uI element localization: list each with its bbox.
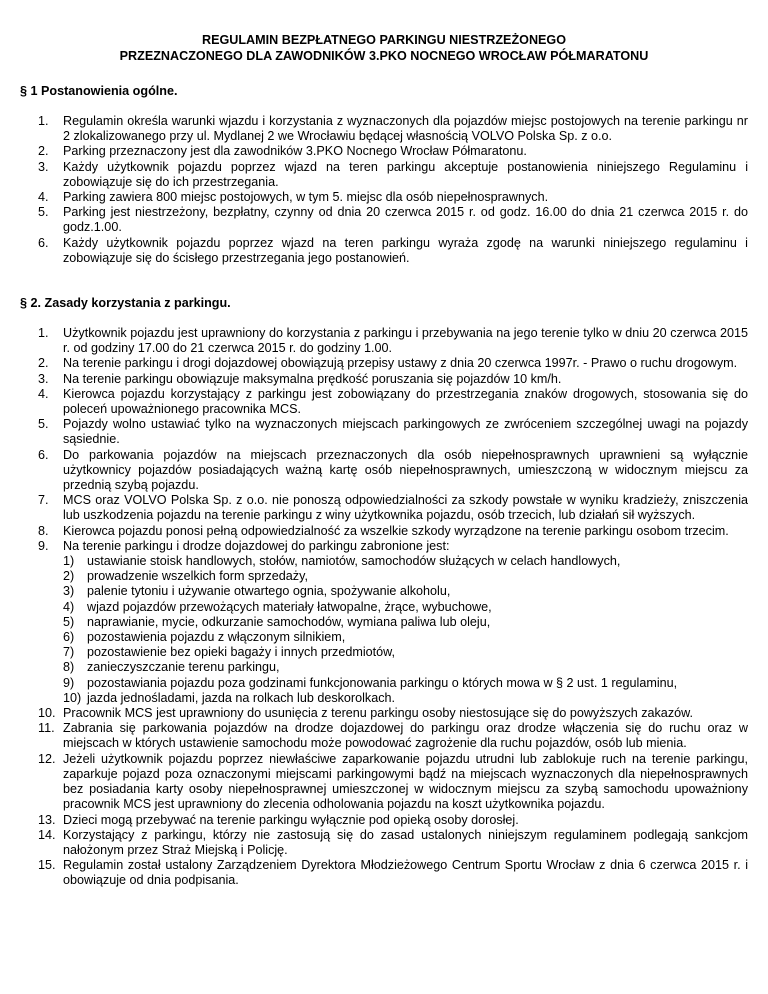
item-number: 4.	[38, 386, 49, 401]
item-text: Parking przeznaczony jest dla zawodników 3.PKO Nocnego Wrocław Półmaratonu.	[63, 144, 527, 159]
list-item	[20, 356, 748, 371]
item-number: 1.	[38, 114, 49, 128]
item-text: Parking jest niestrzeżony, bezpłatny, czynny od dnia 20 czerwca 2015 r. od godz. 16.00 do dnia 21 czerwca 2015 r. do godz.1.00.	[63, 205, 748, 235]
item-text: Na terenie parkingu i drogi dojazdowej obowiązują przepisy ustawy z dnia 20 czerwca 1997r. - Prawo o ruchu drogowym.	[63, 356, 738, 371]
sub-item-text: naprawianie, mycie, odkurzanie samochodów, wymiana paliwa lub oleju,	[87, 614, 491, 629]
list-item	[20, 752, 748, 813]
sub-list-item	[63, 569, 748, 584]
item-text: Każdy użytkownik pojazdu poprzez wjazd na teren parkingu akceptuje postanowienia niniejszego Regulaminu i zobowiązuje się do ich przestrzegania.	[63, 159, 748, 189]
sub-item-number: 2)	[63, 569, 75, 584]
item-text: Regulamin określa warunki wjazdu i korzystania z wyznaczonych dla pojazdów miejsc postojowych na terenie parkingu nr 2 zlokalizowanego przy ul. Mydlanej 2 we Wrocławiu będącej własnością VOLVO Polska Sp. z o.o.	[63, 114, 748, 144]
item-text: Korzystający z parkingu, którzy nie zastosują się do zasad ustalonych niniejszym regulaminem podlegają sankcjom nałożonym przez Straż Miejską i Policję.	[63, 827, 748, 857]
sub-item-number: 5)	[63, 614, 75, 629]
sub-item-text: ustawianie stoisk handlowych, stołów, namiotów, samochodów służących w celach handlowych,	[87, 554, 621, 569]
list-item	[20, 493, 748, 523]
item-number: 9.	[38, 538, 49, 553]
item-text: Regulamin został ustalony Zarządzeniem Dyrektora Młodzieżowego Centrum Sportu Wrocław z dnia 6 czerwca 2015 r. i obowiązuje od dnia podpisania.	[63, 858, 748, 888]
item-text: Do parkowania pojazdów na miejscach przeznaczonych dla osób niepełnosprawnych uprawnieni są wyłącznie użytkownicy pojazdów posiadających ważną kartę osób niepełnosprawnych, umieszczoną w widocznym miejscu za przednią szybą pojazdu.	[63, 447, 748, 493]
sub-list-item	[63, 660, 748, 675]
sub-list-item	[63, 600, 748, 615]
sub-item-number: 4)	[63, 599, 75, 614]
list-item	[20, 326, 748, 356]
item-number: 7.	[38, 493, 49, 508]
item-text: Dzieci mogą przebywać na terenie parkingu wyłącznie pod opieką osoby dorosłej.	[63, 812, 519, 827]
item-number: 6.	[38, 447, 49, 462]
list-item	[20, 205, 748, 235]
list-item	[20, 858, 748, 888]
sub-item-number: 6)	[63, 630, 75, 645]
item-text: Jeżeli użytkownik pojazdu poprzez niewłaściwe zaparkowanie pojazdu utrudni lub zablokuje ruch na terenie parkingu, zaparkuje pojazd poza oznaczonymi miejscami parkingowymi bądź na miejscach wyznaczonych dla niepełnosprawnych bez posiadania karty osoby niepełnosprawnej umieszczonej w widocznym miejscu za szybą samochodu upoważniony pracownik MCS jest uprawniony do zlecenia odholowania pojazdu na koszt użytkownika pojazdu.	[63, 751, 748, 812]
title-line-2: PRZEZNACZONEGO DLA ZAWODNIKÓW 3.PKO NOCNEGO WROCŁAW PÓŁMARATONU	[119, 49, 649, 63]
item-number: 8.	[38, 523, 49, 538]
item-number: 5.	[38, 417, 49, 432]
sub-list-item	[63, 630, 748, 645]
list-item	[20, 160, 748, 190]
item-number: 14.	[38, 827, 56, 842]
sub-item-number: 1)	[63, 554, 75, 569]
sub-item-text: pozostawienie bez opieki bagaży i innych przedmiotów,	[87, 645, 396, 660]
sub-list-item	[63, 691, 748, 706]
section-1-heading: § 1 Postanowienia ogólne.	[20, 84, 178, 98]
item-text: Kierowca pojazdu korzystający z parkingu jest zobowiązany do przestrzegania znaków drogowych, stosowania się do poleceń upoważnionego pracownika MCS.	[63, 386, 748, 417]
item-text: MCS oraz VOLVO Polska Sp. z o.o. nie ponoszą odpowiedzialności za szkody powstałe w wyniku kradzieży, zniszczenia lub uszkodzenia pojazdu na terenie parkingu z winy użytkownika pojazdu, osób trzecich, lub działań sił wyższych.	[63, 493, 748, 523]
item-text: Zabrania się parkowania pojazdów na drodze dojazdowej do parkingu oraz drodze włączenia się do ruchu oraz w miejscach w których ustawienie samochodu może powodować zagrożenie dla ruchu pojazdów, osób lub mienia.	[63, 721, 748, 751]
item-text: Pojazdy wolno ustawiać tylko na wyznaczonych miejscach parkingowych ze zwróceniem szczególnej uwagi na pojazdy sąsiednie.	[63, 417, 748, 447]
item-number: 2.	[38, 144, 49, 159]
item-number: 3.	[38, 159, 49, 174]
sub-list-item	[63, 676, 748, 691]
sub-item-number: 7)	[63, 645, 75, 660]
item-text: Na terenie parkingu obowiązuje maksymalna prędkość poruszania się pojazdów 10 km/h.	[63, 371, 562, 386]
sub-item-number: 3)	[63, 584, 75, 599]
item-text: Parking zawiera 800 miejsc postojowych, w tym 5. miejsc dla osób niepełnosprawnych.	[63, 190, 549, 205]
list-item	[20, 539, 748, 706]
item-text: Kierowca pojazdu ponosi pełną odpowiedzialność za wszelkie szkody wyrządzone na terenie parkingu osobom trzecim.	[63, 523, 729, 538]
item-number: 15.	[38, 858, 56, 873]
section-2-list	[20, 326, 748, 889]
item-number: 5.	[38, 205, 49, 220]
list-item	[20, 236, 748, 266]
item-number: 3.	[38, 371, 49, 386]
list-item	[20, 417, 748, 447]
item-text: Na terenie parkingu i drodze dojazdowej do parkingu zabronione jest:	[63, 538, 450, 553]
list-item	[20, 524, 748, 539]
list-item	[20, 190, 748, 205]
list-item	[20, 813, 748, 828]
sub-item-text: jazda jednośladami, jazda na rolkach lub deskorolkach.	[87, 690, 396, 705]
item-number: 4.	[38, 190, 49, 205]
item-text: Użytkownik pojazdu jest uprawniony do korzystania z parkingu i przebywania na jego terenie tylko w dniu 20 czerwca 2015 r. od godziny 17.00 do 21 czerwca 2015 r. do godziny 1.00.	[63, 326, 748, 356]
item-number: 11.	[38, 721, 55, 736]
item-number: 2.	[38, 356, 49, 371]
sub-item-number: 10)	[63, 690, 82, 705]
title-line-1: REGULAMIN BEZPŁATNEGO PARKINGU NIESTRZEŻONEGO	[201, 33, 567, 47]
item-text: Każdy użytkownik pojazdu poprzez wjazd na teren parkingu wyraża zgodę na warunki niniejszego regulaminu i zobowiązuje się do ścisłego przestrzegania jego postanowień.	[63, 235, 748, 265]
list-item	[20, 144, 748, 159]
list-item	[20, 721, 748, 751]
list-item	[20, 372, 748, 387]
item-number: 6.	[38, 235, 49, 250]
sub-list-item	[63, 645, 748, 660]
item-number: 13.	[38, 812, 56, 827]
list-item	[20, 828, 748, 858]
prohibited-list	[63, 554, 748, 706]
list-item	[20, 114, 748, 144]
item-text: Pracownik MCS jest uprawniony do usunięcia z terenu parkingu osoby niestosujące się do powyższych zakazów.	[63, 706, 694, 721]
sub-list-item	[63, 615, 748, 630]
list-item	[20, 706, 748, 721]
sub-item-text: palenie tytoniu i używanie otwartego ognia, spożywanie alkoholu,	[87, 584, 451, 599]
sub-item-number: 9)	[63, 675, 75, 690]
item-number: 1.	[38, 326, 49, 340]
list-item	[20, 448, 748, 494]
sub-list-item	[63, 584, 748, 599]
sub-item-number: 8)	[63, 660, 75, 675]
sub-item-text: pozostawienia pojazdu z włączonym silnikiem,	[87, 630, 346, 645]
item-number: 12.	[38, 751, 56, 766]
section-1-list	[20, 114, 748, 266]
sub-item-text: prowadzenie wszelkich form sprzedaży,	[87, 569, 308, 584]
sub-list-item	[63, 554, 748, 569]
sub-item-text: zanieczyszczanie terenu parkingu,	[87, 660, 280, 675]
item-number: 10.	[38, 706, 56, 721]
sub-item-text: pozostawiania pojazdu poza godzinami funkcjonowania parkingu o których mowa w § 2 ust. 1 regulaminu,	[87, 675, 678, 690]
sub-item-text: wjazd pojazdów przewożących materiały łatwopalne, żrące, wybuchowe,	[87, 599, 492, 614]
section-2-heading: § 2. Zasady korzystania z parkingu.	[20, 296, 231, 310]
document-title	[20, 32, 748, 64]
list-item	[20, 387, 748, 417]
